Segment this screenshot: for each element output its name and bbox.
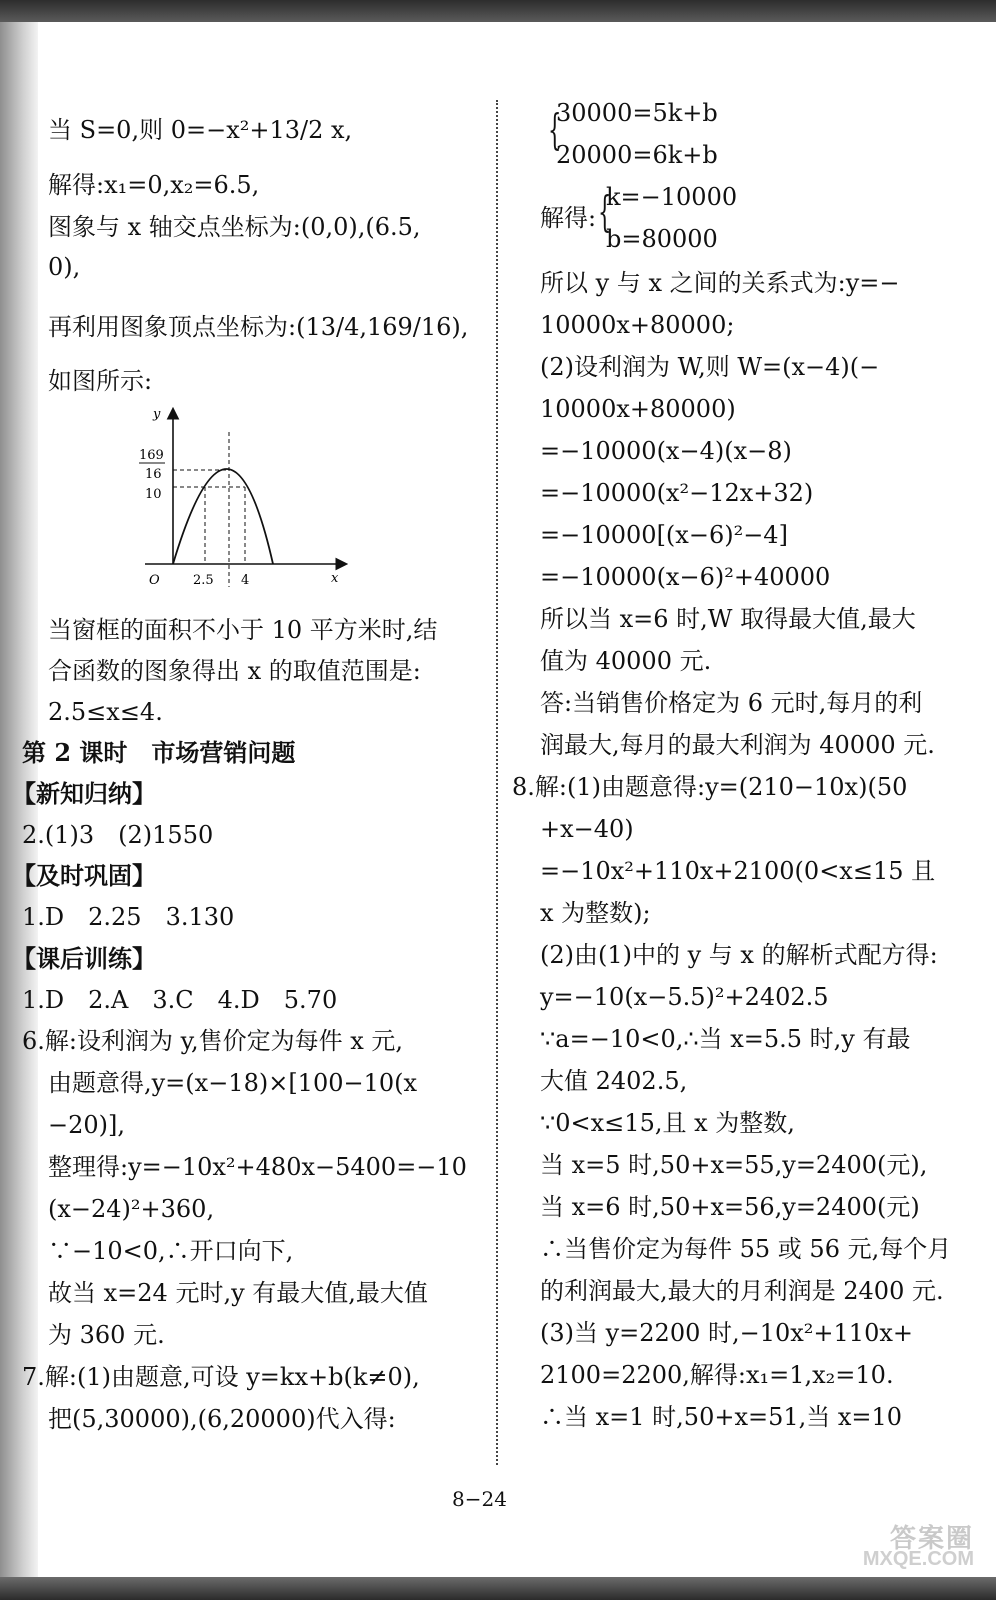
text-line: 7.解:(1)由题意,可设 y=kx+b(k≠0), — [22, 1363, 420, 1391]
text-line: 把(5,30000),(6,20000)代入得: — [48, 1405, 396, 1433]
text-line: 解得: — [540, 204, 597, 232]
text-line: 整理得:y=−10x²+480x−5400=−10 — [48, 1153, 467, 1181]
column-divider — [496, 100, 498, 1465]
text-line: =−10x²+110x+2100(0<x≤15 且 — [540, 857, 936, 885]
text-line: (x−24)²+360, — [48, 1195, 215, 1223]
text-line: 1.D 2.A 3.C 4.D 5.70 — [22, 986, 338, 1014]
y-axis-label: y — [153, 407, 161, 422]
text-line: ∵−10<0,∴开口向下, — [48, 1237, 294, 1265]
text-line: 10000x+80000; — [540, 311, 735, 339]
section-title: 第 2 课时 市场营销问题 — [22, 738, 296, 767]
text-line: 所以当 x=6 时,W 取得最大值,最大 — [540, 605, 916, 633]
brace: { — [598, 187, 612, 236]
text-line: 当 S=0,则 0=−x²+13/2 x, — [48, 116, 353, 144]
x-tick-label: 4 — [241, 573, 250, 588]
text-line: =−10000(x−6)²+40000 — [540, 563, 831, 591]
text-line: 由题意得,y=(x−18)×[100−10(x — [48, 1069, 418, 1097]
watermark-url: MXQE.COM — [862, 1548, 974, 1570]
text-line: x 为整数); — [540, 899, 651, 927]
text-line: ∴当售价定为每件 55 或 56 元,每个月 — [540, 1235, 952, 1263]
text-line: 2.(1)3 (2)1550 — [22, 821, 214, 849]
parabola-graph — [135, 402, 355, 592]
x-axis-label: x — [331, 571, 339, 586]
text-line: 大值 2402.5, — [540, 1067, 688, 1095]
brace: { — [548, 105, 562, 154]
text-line: 值为 40000 元. — [540, 647, 712, 675]
text-line: 当 x=6 时,50+x=56,y=2400(元) — [540, 1193, 920, 1221]
text-line: =−10000(x²−12x+32) — [540, 479, 814, 507]
y-tick-label: 10 — [145, 487, 162, 502]
text-line: (3)当 y=2200 时,−10x²+110x+ — [540, 1319, 913, 1347]
text-line: =−10000[(x−6)²−4] — [540, 521, 788, 549]
text-line: 故当 x=24 元时,y 有最大值,最大值 — [48, 1279, 428, 1307]
bottom-border — [0, 1577, 996, 1600]
text-line: 2100=2200,解得:x₁=1,x₂=10. — [540, 1361, 894, 1389]
text-line: 图象与 x 轴交点坐标为:(0,0),(6.5, — [48, 213, 421, 241]
page-number: 8−24 — [452, 1487, 507, 1511]
text-line: +x−40) — [540, 815, 634, 843]
text-line: 6.解:设利润为 y,售价定为每件 x 元, — [22, 1027, 404, 1055]
text-line: 解得:x₁=0,x₂=6.5, — [48, 171, 260, 199]
y-tick-label: 169 — [139, 448, 164, 463]
text-line: 答:当销售价格定为 6 元时,每月的利 — [540, 689, 923, 717]
equation-line: 30000=5k+b — [556, 99, 718, 127]
section-header: 【新知归纳】 — [12, 779, 156, 808]
text-line: 为 360 元. — [48, 1321, 165, 1349]
text-line: 润最大,每月的最大利润为 40000 元. — [540, 731, 935, 759]
equation-line: b=80000 — [606, 225, 718, 253]
text-line: 10000x+80000) — [540, 395, 736, 423]
y-tick-label: 16 — [145, 467, 162, 482]
text-line: ∵a=−10<0,∴当 x=5.5 时,y 有最 — [540, 1025, 911, 1053]
watermark-logo: 答案圈 — [889, 1523, 974, 1553]
text-line: 再利用图象顶点坐标为:(13/4,169/16), — [48, 313, 469, 341]
text-line: 1.D 2.25 3.130 — [22, 903, 235, 931]
section-header: 【课后训练】 — [12, 944, 156, 973]
text-line: 2.5≤x≤4. — [48, 698, 163, 726]
text-line: 0), — [48, 253, 81, 281]
parabola-curve — [173, 469, 273, 564]
section-header: 【及时巩固】 — [12, 861, 156, 890]
origin-label: O — [149, 573, 160, 588]
text-line: −20)], — [48, 1111, 126, 1139]
text-line: (2)由(1)中的 y 与 x 的解析式配方得: — [540, 941, 938, 969]
text-line: 8.解:(1)由题意得:y=(210−10x)(50 — [512, 773, 908, 801]
equation-line: k=−10000 — [606, 183, 738, 211]
text-line: y=−10(x−5.5)²+2402.5 — [540, 983, 829, 1011]
text-line: 当 x=5 时,50+x=55,y=2400(元), — [540, 1151, 928, 1179]
text-line: ∴当 x=1 时,50+x=51,当 x=10 — [540, 1403, 903, 1431]
equation-line: 20000=6k+b — [556, 141, 718, 169]
text-line: ∵0<x≤15,且 x 为整数, — [540, 1109, 795, 1137]
x-tick-label: 2.5 — [193, 573, 214, 588]
top-border — [0, 0, 996, 22]
text-line: 合函数的图象得出 x 的取值范围是: — [48, 657, 421, 685]
text-line: 所以 y 与 x 之间的关系式为:y=− — [540, 269, 900, 297]
text-line: 如图所示: — [48, 367, 153, 395]
text-line: 当窗框的面积不小于 10 平方米时,结 — [48, 616, 438, 644]
text-line: 的利润最大,最大的月利润是 2400 元. — [540, 1277, 944, 1305]
text-line: =−10000(x−4)(x−8) — [540, 437, 792, 465]
text-line: (2)设利润为 W,则 W=(x−4)(− — [540, 353, 880, 381]
